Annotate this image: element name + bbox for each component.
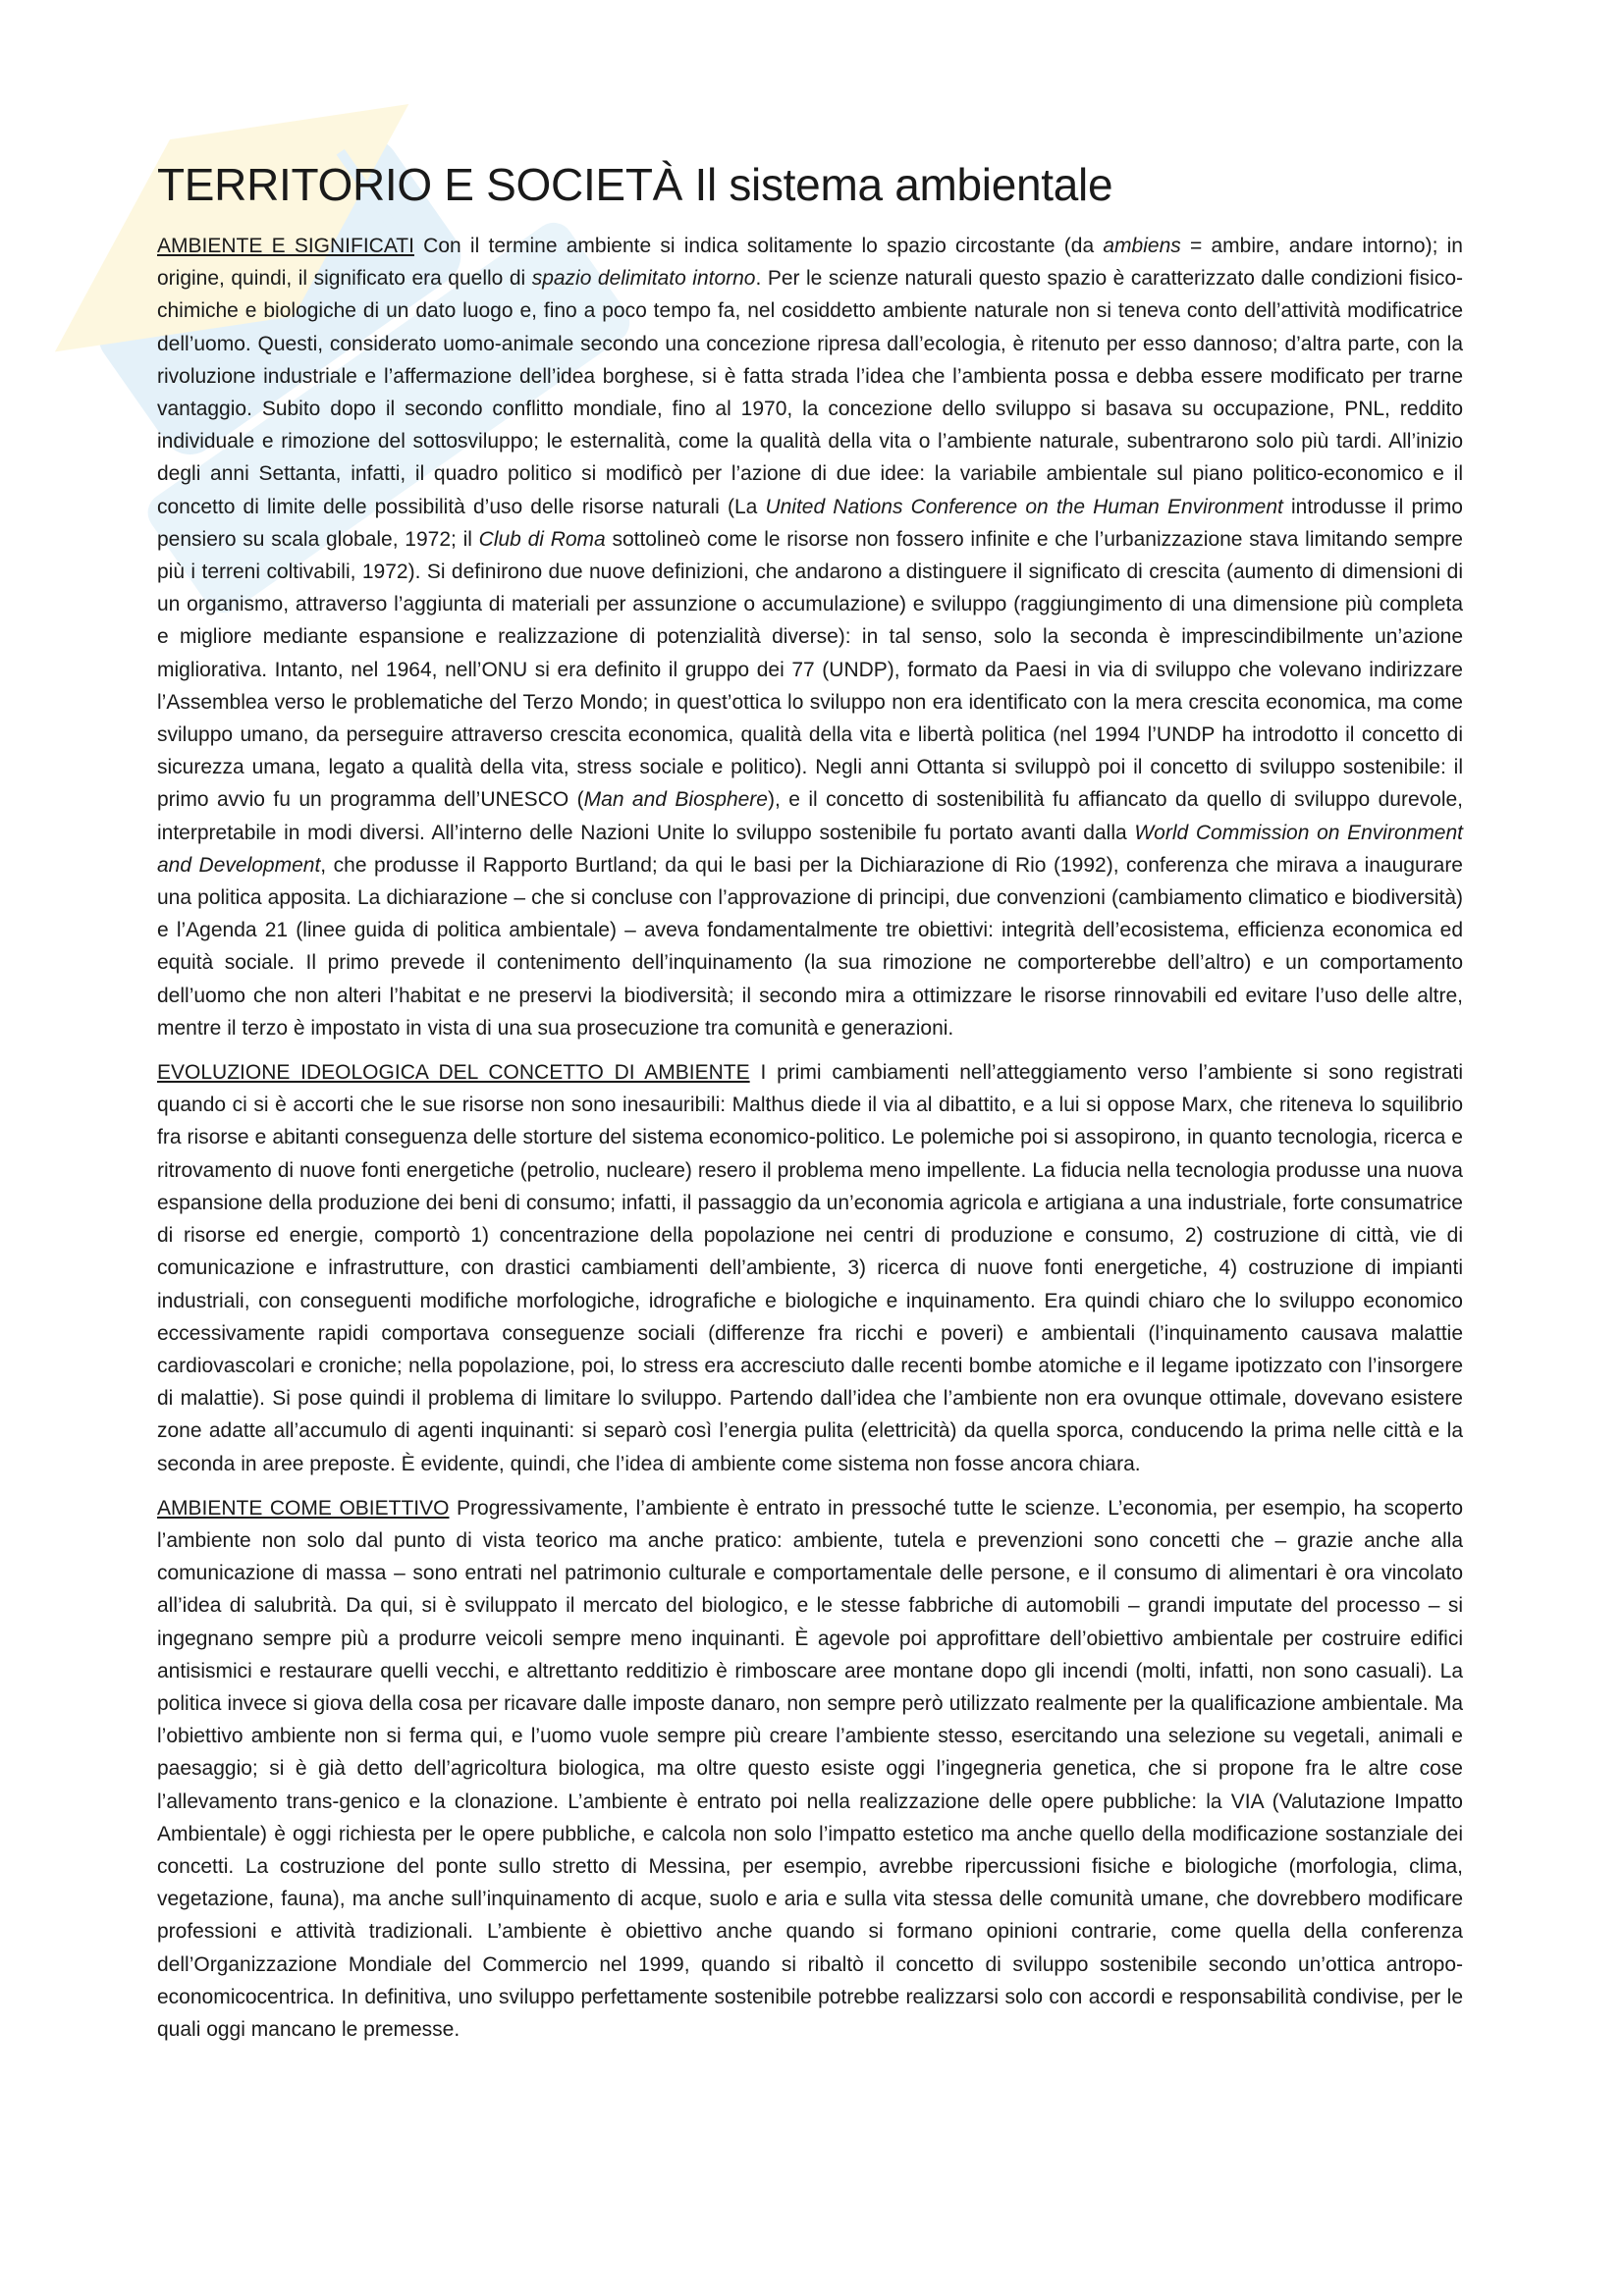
section-ambiente-e-significati — [157, 230, 1463, 1044]
section-body — [157, 235, 1463, 1040]
document-title: TERRITORIO E SOCIETÀ Il sistema ambientale — [157, 159, 1113, 210]
section-evoluzione-ideologica — [157, 1056, 1463, 1480]
italic-term: ambiens — [1103, 235, 1181, 257]
body-text: I primi cambiamenti nell’atteggiamento verso l’ambiente si sono registrati quando ci si è accorti che le sue risorse non sono inesauribili: Malthus diede il via al dibattito, e a lui si oppose Marx, che riteneva lo squilibrio fra risorse e abitanti conseguenza delle storture del sistema economico-politico. Le polemiche poi si assopirono, in quanto tecnologia, ricerca e ritrovamento di nuove fonti energetiche (petrolio, nucleare) resero il problema meno impellente. La fiducia nella tecnologia produsse una nuova espansione della produzione dei beni di consumo; infatti, il passaggio da un’economia agricola e artigiana a una industriale, forte consumatrice di risorse ed energie, comportò 1) concentrazione della popolazione nei centri di produzione e consumo, 2) costruzione di città, vie di comunicazione e infrastrutture, con drastici cambiamenti dell’ambiente, 3) ricerca di nuove fonti energetiche, 4) costruzione di impianti industriali, con conseguenti modifiche morfologiche, idrografiche e biologiche e inquinamento. Era quindi chiaro che lo sviluppo economico eccessivamente rapidi comportava conseguenze sociali (differenze fra ricchi e poveri) e ambientali (l’inquinamento causava malattie cardiovascolari e croniche; nella popolazione, poi, lo stress era accresciuto dalle recenti bombe atomiche e il legame ipotizzato con l’insorgere di malattie). Si pose quindi il problema di limitare lo sviluppo. Partendo dall’idea che l’ambiente non era ovunque ottimale, dovevano esistere zone adatte all’accumulo di agenti inquinanti: si separò così l’energia pulita (elettricità) da quella sporca, conducendo la prima nelle città e la seconda in aree preposte. È evidente, quindi, che l’idea di ambiente come sistema non fosse ancora chiara. — [157, 1061, 1463, 1475]
section-heading: EVOLUZIONE IDEOLOGICA DEL CONCETTO DI AMBIENTE — [157, 1061, 750, 1085]
body-text: ), e il concetto di sostenibilità fu affiancato da quello di sviluppo durevole, interpretabile in modi diversi. All’interno delle Nazioni Unite lo sviluppo sostenibile fu portato avanti dalla — [157, 788, 1463, 844]
italic-term: spazio delimitato intorno — [531, 267, 756, 291]
body-text: Progressivamente, l’ambiente è entrato in pressoché tutte le scienze. L’economia, per esempio, ha scoperto l’ambiente non solo dal punto di vista teorico ma anche pratico: ambiente, tutela e prevenzioni sono concetti che – grazie anche alla comunicazione di massa – sono entrati nel patrimonio culturale e comportamentale delle persone, e il consumo di alimentari è ora vincolato all’idea di salubrità. Da qui, si è sviluppato il mercato del biologico, e le stesse fabbriche di automobili – grandi imputate del processo – si ingegnano sempre più a produrre veicoli sempre meno inquinanti. È agevole poi approfittare dell’obiettivo ambientale per costruire edifici antisismici e restaurare quelli vecchi, e altrettanto redditizio è rimboscare aree montane dopo gli incendi (molti, infatti, non sono casuali). La politica invece si giova della cosa per ricavare dalle imposte danaro, non sempre però utilizzato realmente per la qualificazione ambientale. Ma l’obiettivo ambiente non si ferma qui, e l’uomo vuole sempre più creare l’ambiente stesso, esercitando una selezione su vegetali, animali e paesaggio; si è già detto dell’agricoltura biologica, ma oltre questo esiste oggi l’ingegneria genetica, che si propone fra le altre cose l’allevamento trans-genico e la clonazione. L’ambiente è entrato poi nella realizzazione delle opere pubbliche: la VIA (Valutazione Impatto Ambientale) è oggi richiesta per le opere pubbliche, e calcola non solo l’impatto estetico ma anche quello della modificazione sostanziale dei concetti. La costruzione del ponte sullo stretto di Messina, per esempio, avrebbe ripercussioni fisiche e biologiche (morfologia, clima, vegetazione, fauna), ma anche sull’inquinamento di acque, suolo e aria e sulla vita stessa delle comunità umane, che dovrebbero modificare professioni e attività tradizionali. L’ambiente è obiettivo anche quando si formano opinioni contrarie, come quella della conferenza dell’Organizzazione Mondiale del Commercio nel 1999, quando si ribaltò il concetto di sviluppo sostenibile secondo un’ottica antropo-economicocentrica. In definitiva, uno sviluppo perfettamente sostenibile potrebbe realizzarsi solo con accordi e responsabilità condivise, per le quali oggi mancano le premesse. — [157, 1496, 1464, 2041]
body-text: sottolineò come le risorse non fossero infinite e che l’urbanizzazione stava limitando sempre più i terreni coltivabili, 1972). Si definirono due nuove definizioni, che andarono a distinguere il significato di crescita (aumento di dimensioni di un organismo, attraverso l’aggiunta di materiali per assunzione o accumulazione) e sviluppo (raggiungimento di una dimensione più completa e migliore mediante espansione e realizzazione di potenzialità diverse): in tal senso, solo la seconda è imprescindibilmente un’azione migliorativa. Intanto, nel 1964, nell’ONU si era definito il gruppo dei 77 (UNDP), formato da Paesi in via di sviluppo che volevano indirizzare l’Assemblea verso le problematiche del Terzo Mondo; in quest’ottica lo sviluppo non era identificato con la mera crescita economica, ma come sviluppo umano, da perseguire attraverso crescita economica, qualità della vita e libertà politica (nel 1994 l’UNDP ha introdotto il concetto di sicurezza umana, legato a qualità della vita, stress sociale e politico). Negli anni Ottanta si sviluppò poi il concetto di sviluppo sostenibile: il primo avvio fu un programma dell’UNESCO ( — [157, 527, 1463, 812]
section-body — [157, 1497, 1463, 2041]
section-heading: AMBIENTE COME OBIETTIVO — [157, 1496, 450, 1520]
section-body — [157, 1061, 1463, 1474]
italic-term: World Commission on Environment and Development — [157, 821, 1463, 877]
section-ambiente-come-obiettivo — [157, 1492, 1463, 2046]
body-text: introdusse il primo pensiero su scala globale, 1972; il — [157, 495, 1463, 551]
body-text: . Per le scienze naturali questo spazio è caratterizzato dalle condizioni fisico-chimiche e biologiche di un dato luogo e, fino a poco tempo fa, nel cosiddetto ambiente naturale non si teneva conto dell’attività modificatrice dell’uomo. Questi, considerato uomo-animale secondo una concezione ripresa dall’ecologia, è ritenuto per esso dannoso; d’altra parte, con la rivoluzione industriale e l’affermazione dell’idea borghese, si è fatta strada l’idea che l’ambienta possa e debba essere modificato per trarne vantaggio. Subito dopo il secondo conflitto mondiale, fino al 1970, la concezione dello sviluppo si basava su occupazione, PNL, reddito individuale e rimozione del sottosviluppo; le esternalità, come la qualità della vita o l’ambiente naturale, subentrarono solo più tardi. All’inizio degli anni Settanta, infatti, il quadro politico si modificò per l’azione di due idee: la variabile ambientale sul piano politico-economico e il concetto di limite delle possibilità d’uso delle risorse naturali (La — [157, 267, 1463, 518]
body-text: = ambire, andare intorno); in origine, quindi, il significato era quello di — [157, 235, 1463, 291]
body-text: Con il termine ambiente si indica solitamente lo spazio circostante (da — [413, 235, 1104, 257]
document-page — [157, 157, 1463, 2057]
section-heading: AMBIENTE E SIGNIFICATI — [157, 235, 414, 257]
italic-term: Club di Roma — [478, 527, 606, 551]
italic-term: Man and Biosphere — [583, 788, 768, 812]
italic-term: United Nations Conference on the Human Environment — [765, 495, 1283, 518]
body-text: , che produsse il Rapporto Burtland; da qui le basi per la Dichiarazione di Rio (1992), conferenza che mirava a inaugurare una politica apposita. La dichiarazione – che si concluse con l’approvazione di principi, due convenzioni (cambiamento climatico e biodiversità) e l’Agenda 21 (linee guida di politica ambientale) – aveva fondamentalmente tre obiettivi: integrità dell’ecosistema, efficienza economica ed equità sociale. Il primo prevede il contenimento dell’inquinamento (la sua rimozione ne comporterebbe dell’altro) e un comportamento dell’uomo che non alteri l’habitat e ne preservi la biodiversità; il secondo mira a ottimizzare le risorse rinnovabili ed evitare l’uso delle altre, mentre il terzo è impostato in vista di una sua prosecuzione tra comunità e generazioni. — [157, 853, 1463, 1040]
